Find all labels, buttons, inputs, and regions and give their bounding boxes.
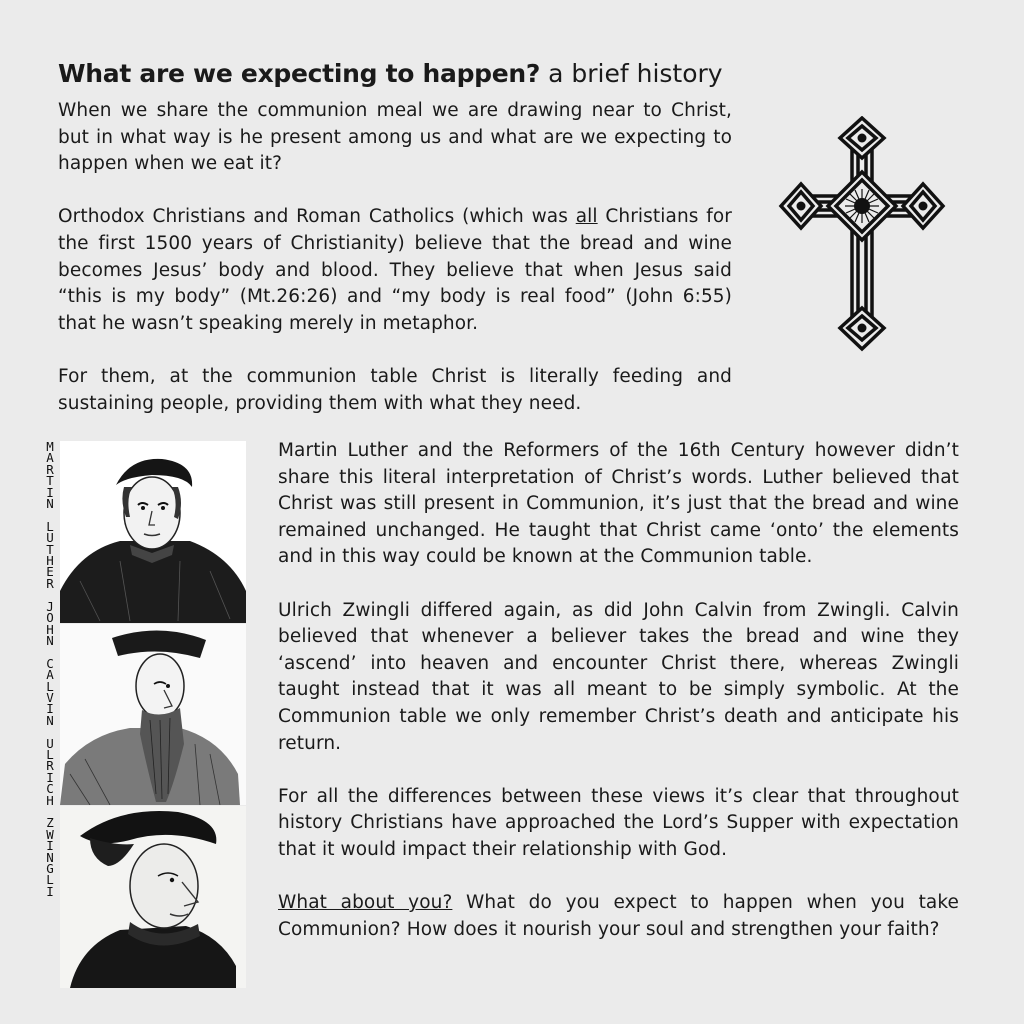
vertical-label-letter: H	[46, 792, 54, 808]
vertical-label-letter: L	[46, 678, 54, 694]
page-title	[58, 58, 723, 90]
vertical-label-letter: I	[46, 769, 54, 785]
title-subtitle: a brief history	[548, 59, 723, 88]
vertical-label-letter: I	[46, 484, 54, 500]
vertical-label-letter: Z	[46, 815, 54, 831]
vertical-label-letter: V	[46, 689, 54, 705]
vertical-label-letter: M	[46, 439, 54, 454]
vertical-label-letter: U	[46, 530, 54, 546]
vertical-label-letter: N	[46, 632, 54, 648]
vertical-label-letter: H	[46, 621, 54, 637]
intro-paragraph-3: For them, at the communion table Christ is literally feeding and sustaining people, providing them with what they need.	[58, 365, 732, 414]
question-paragraph	[278, 890, 959, 943]
vertical-label-letter: T	[46, 473, 54, 489]
vertical-label-letter: C	[46, 655, 54, 671]
main-text	[278, 438, 959, 943]
intro-text	[58, 98, 732, 417]
vertical-label-letter: R	[46, 575, 54, 591]
vertical-label-letter: C	[46, 781, 54, 797]
vertical-label-letter: H	[46, 553, 54, 569]
vertical-label-letter: L	[46, 746, 54, 762]
vertical-label-letter: N	[46, 849, 54, 865]
vertical-label-letter: U	[46, 735, 54, 751]
vertical-label-letter: N	[46, 496, 54, 512]
vertical-label-letter: J	[46, 598, 54, 614]
vertical-label-letter: I	[46, 883, 54, 899]
vertical-label-letter: A	[46, 450, 54, 466]
ornate-cross-icon	[778, 116, 946, 352]
ulrich-zwingli-portrait	[60, 806, 246, 988]
calvin-zwingli-paragraph: Ulrich Zwingli differed again, as did John Calvin from Zwingli. Calvin believed that whenever a believer takes the bread and wine they ‘ascend’ into heaven and encounter Christ there, whereas Zwingli taught instead that it was all meant to be simply symbolic. At the Communion table we only remember Christ’s death and anticipate his return.	[278, 599, 959, 754]
martin-luther-portrait	[60, 441, 246, 623]
vertical-label-letter: R	[46, 461, 54, 477]
intro-p2-end: Christians for the first 1500 years of Christianity) believe that the bread and wine becomes Jesus’ body and blood. They believe that when Jesus said “this is my body” (Mt.26:26) and “my body is real food” (John 6:55) that he wasn’t speaking merely in metaphor.	[58, 206, 732, 334]
what-about-you: What about you?	[278, 892, 453, 914]
vertical-label-letter: W	[46, 826, 54, 842]
intro-paragraph-1: When we share the communion meal we are drawing near to Christ, but in what way is he present among us and what are we expecting to happen when we eat it?	[58, 100, 732, 175]
vertical-label-letter: L	[46, 518, 54, 534]
intro-paragraph-2	[58, 204, 732, 337]
vertical-label-letter: A	[46, 667, 54, 683]
vertical-label-letter: R	[46, 758, 54, 774]
differences-paragraph: For all the differences between these views it’s clear that throughout history Christians have approached the Lord’s Supper with expectation that it would impact their relationship with God.	[278, 785, 959, 860]
question-text: What do you expect to happen when you take Communion? How does it nourish your soul and strengthen your faith?	[278, 892, 959, 940]
luther-paragraph: Martin Luther and the Reformers of the 16th Century however didn’t share this literal interpretation of Christ’s words. Luther believed that Christ was still present in Communion, it’s just that the bread and wine remained unchanged. He taught that Christ came ‘onto’ the elements and in this way could be known at the Communion table.	[278, 440, 959, 568]
vertical-label-letter: I	[46, 838, 54, 854]
vertical-label-letter: I	[46, 701, 54, 717]
vertical-label-letter: E	[46, 564, 54, 580]
vertical-label-letter: G	[46, 861, 54, 877]
underlined-all: all	[575, 206, 598, 228]
vertical-names-label	[44, 441, 56, 897]
john-calvin-portrait	[60, 624, 246, 805]
vertical-label-letter: T	[46, 541, 54, 557]
title-main: What are we expecting to happen?	[58, 59, 541, 88]
vertical-label-letter: L	[46, 872, 54, 888]
vertical-label-letter: O	[46, 610, 54, 626]
intro-p2-start: Orthodox Christians and Roman Catholics (which was	[58, 206, 576, 228]
vertical-label-letter: N	[46, 712, 54, 728]
